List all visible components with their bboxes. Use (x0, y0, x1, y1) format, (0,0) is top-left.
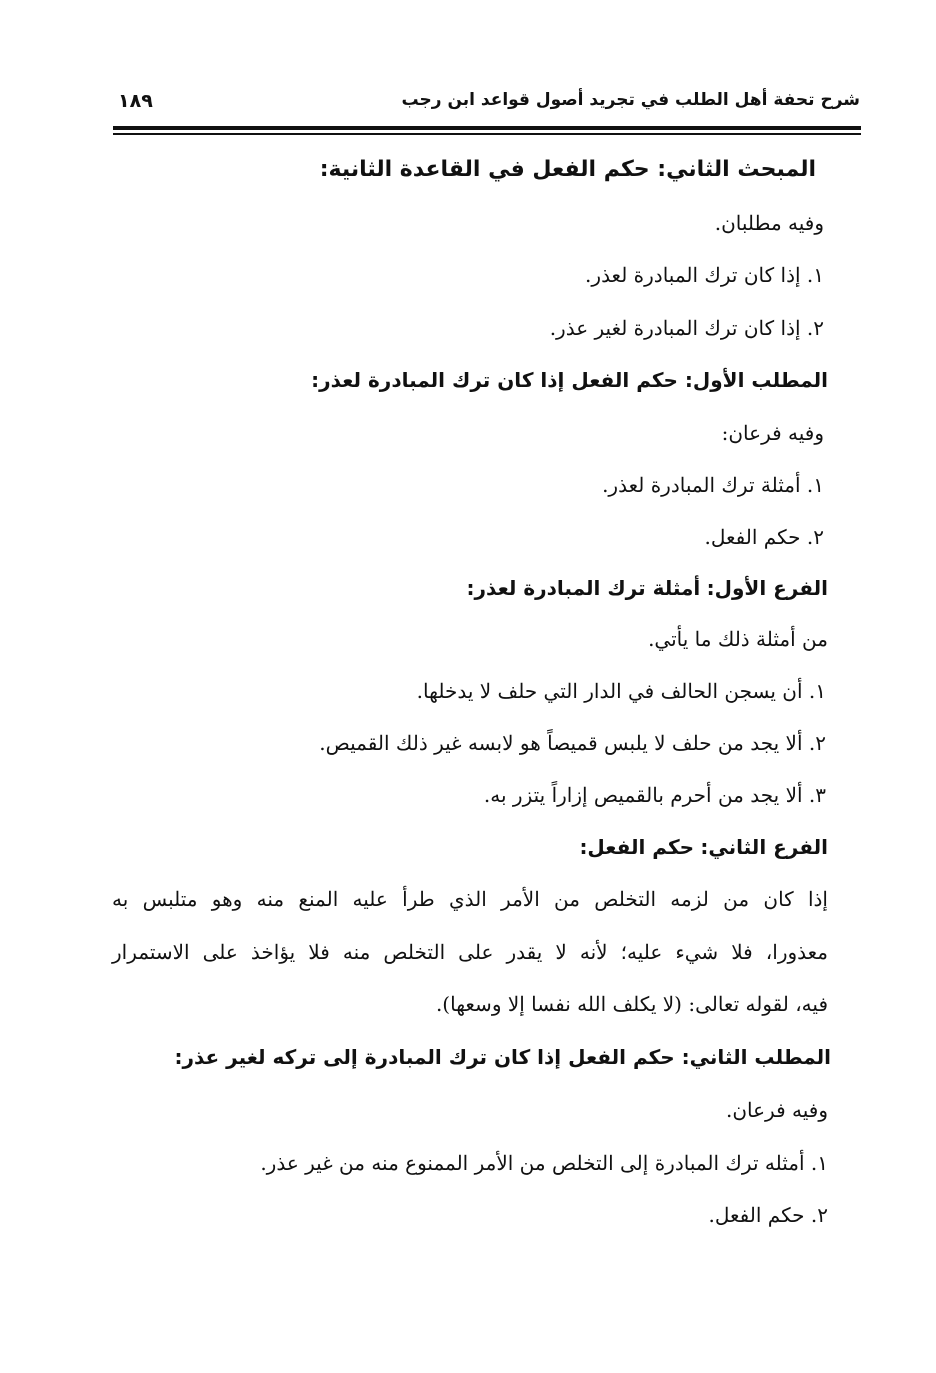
far2-paragraph-line-1: إذا كان من لزمه التخلص من الأمر الذي طرأ عليه المنع منه وهو متلبس به (112, 887, 828, 911)
far2-label: الفرع الثاني: (700, 835, 828, 859)
far1-example-1: ١. أن يسجن الحالف في الدار التي حلف لا يدخلها. (416, 679, 826, 703)
overview-item-1: ١. إذا كان ترك المبادرة لعذر. (585, 263, 824, 287)
page-number: ١٨٩ (118, 90, 153, 112)
far2-title: حكم الفعل: (579, 835, 695, 859)
matlab1-item-1: ١. أمثلة ترك المبادرة لعذر. (602, 473, 824, 497)
header-rule-thick (113, 126, 861, 130)
far1-intro: من أمثلة ذلك ما يأتي. (648, 627, 828, 651)
section-intro: وفيه مطلبان. (714, 211, 824, 235)
header-rule-thin (113, 133, 861, 135)
matlab1-heading: المطلب الأول: حكم الفعل إذا كان ترك المبادرة لعذر: (311, 368, 828, 392)
matlab2-intro: وفيه فرعان. (725, 1098, 828, 1122)
far1-heading (467, 573, 828, 603)
far1-title: أمثلة ترك المبادرة لعذر: (466, 576, 701, 600)
far2-paragraph-line-3: فيه، لقوله تعالى: (لا يكلف الله نفسا إلا وسعها). (435, 992, 828, 1016)
far2-paragraph-line-2: معذورا، فلا شيء عليه؛ لأنه لا يقدر على التخلص منه فلا يؤاخذ على الاستمرار (112, 940, 828, 964)
matlab1-item-2: ٢. حكم الفعل. (704, 525, 824, 549)
far1-example-2: ٢. ألا يجد من حلف لا يلبس قميصاً هو لابسه غير ذلك القميص. (319, 731, 826, 755)
page-header (110, 84, 860, 124)
matlab2-heading: المطلب الثاني: حكم الفعل إذا كان ترك المبادرة إلى تركه لغير عذر: (174, 1045, 831, 1069)
matlab2-item-1: ١. أمثله ترك المبادرة إلى التخلص من الأمر الممنوع منه من غير عذر. (260, 1151, 828, 1175)
far1-label: الفرع الأول: (706, 576, 828, 600)
overview-item-2: ٢. إذا كان ترك المبادرة لغير عذر. (549, 316, 824, 340)
running-title: شرح تحفة أهل الطلب في تجريد أصول قواعد ابن رجب (401, 90, 860, 110)
matlab1-intro: وفيه فرعان: (721, 421, 824, 445)
section-heading: المبحث الثاني: حكم الفعل في القاعدة الثانية: (319, 157, 816, 182)
matlab2-item-2: ٢. حكم الفعل. (708, 1203, 828, 1227)
far1-example-3: ٣. ألا يجد من أحرم بالقميص إزاراً يتزر به. (483, 783, 826, 807)
far2-heading (579, 832, 828, 862)
